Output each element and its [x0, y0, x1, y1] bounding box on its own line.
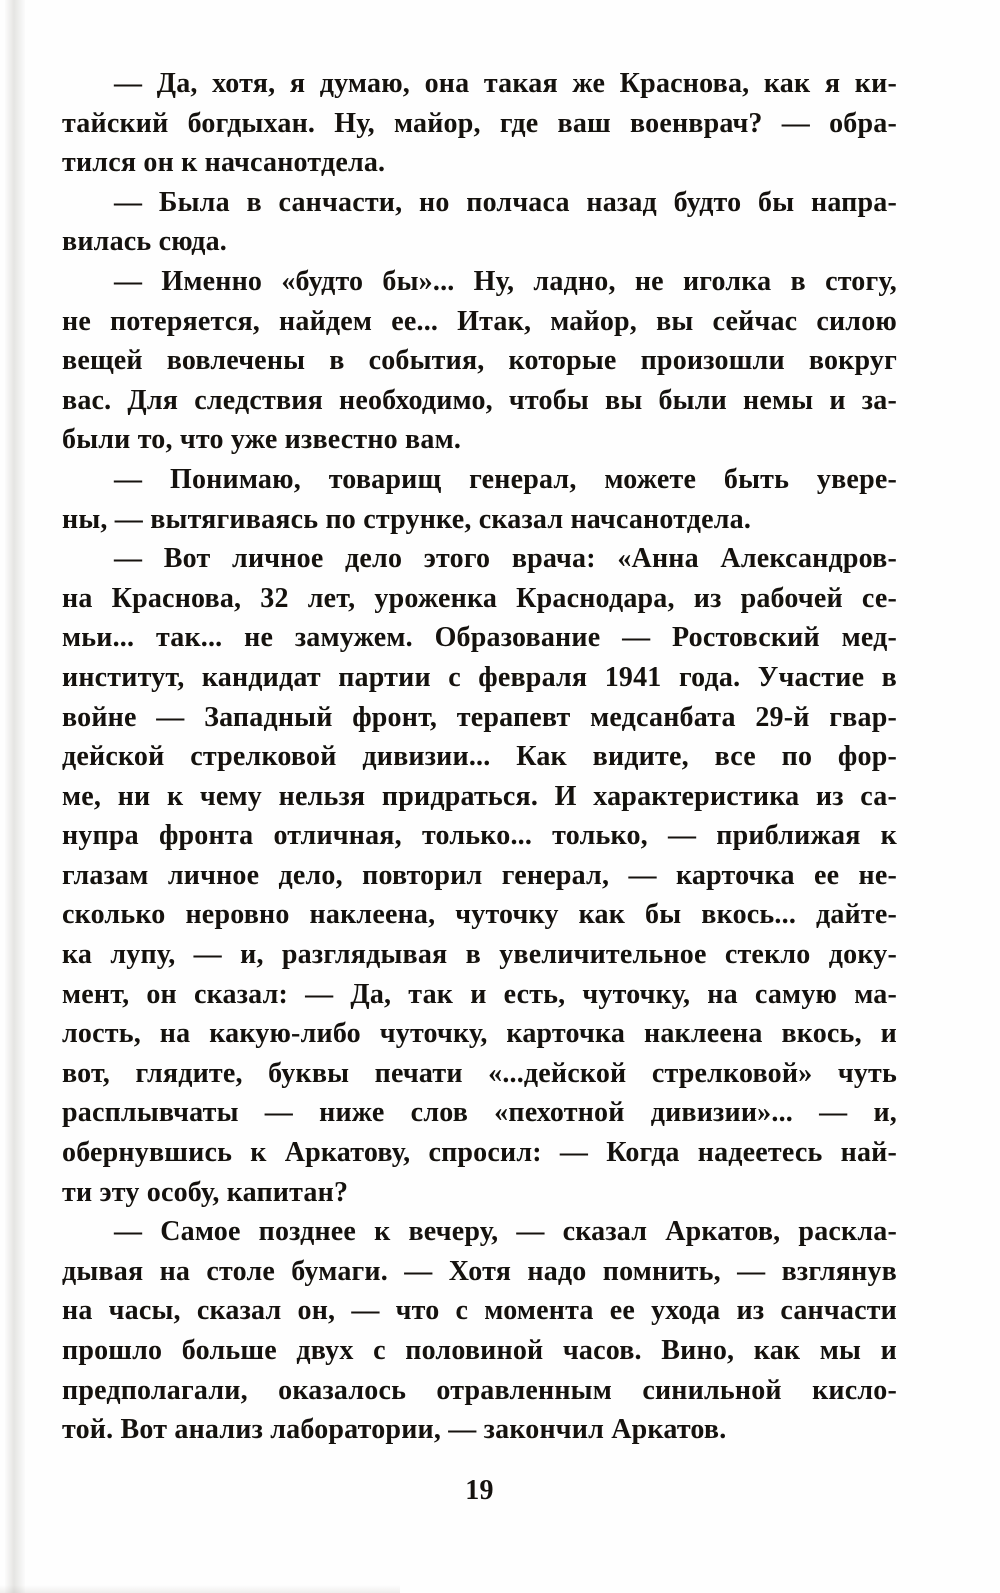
page-number: 19	[465, 1474, 494, 1506]
text-line: прошло больше двух с половиной часов. Вино, как мы и	[62, 1335, 897, 1366]
text-line: ка лупу, — и, разглядывая в увеличительное стекло доку-	[62, 939, 897, 971]
text-line: расплывчаты — ниже слов «пехотной дивизии»... — и,	[62, 1097, 897, 1129]
text-line: вас. Для следствия необходимо, чтобы вы были немы и за-	[62, 384, 897, 416]
text-line: сколько неровно наклеена, чуточку как бы вкось... дайте-	[62, 899, 897, 931]
text-line: тайский богдыхан. Ну, майор, где ваш военврач? — обра-	[62, 107, 897, 139]
text-line: лость, на какую-либо чуточку, карточка наклеена вкось, и	[62, 1018, 897, 1050]
text-line: на Краснова, 32 лет, уроженка Краснодара, из рабочей се-	[62, 582, 897, 614]
text-line: ме, ни к чему нельзя придраться. И характеристика из са-	[62, 780, 897, 812]
paragraph	[62, 183, 897, 262]
text-line: вещей вовлечены в события, которые произошли вокруг	[62, 345, 897, 377]
paragraph	[62, 64, 897, 183]
text-line: ны, — вытягиваясь по струнке, сказал начсанотдела.	[62, 503, 752, 535]
text-line: тился он к начсанотдела.	[62, 147, 386, 179]
text-line: вилась сюда.	[62, 226, 227, 258]
text-line: — Самое позднее к вечеру, — сказал Аркатов, раскла-	[114, 1216, 897, 1248]
text-line: — Понимаю, товарищ генерал, можете быть увере-	[114, 463, 897, 495]
text-line: — Была в санчасти, но полчаса назад будто бы напра-	[114, 186, 897, 218]
text-line: — Вот личное дело этого врача: «Анна Александров-	[114, 543, 897, 575]
text-line: дейской стрелковой дивизии... Как видите, все по фор-	[62, 741, 897, 773]
text-line: на часы, сказал он, — что с момента ее ухода из санчасти	[62, 1295, 897, 1327]
text-line: дывая на столе бумаги. — Хотя надо помнить, — взглянув	[62, 1255, 897, 1287]
text-line: мент, он сказал: — Да, так и есть, чуточку, на самую ма-	[62, 978, 897, 1010]
text-line: предполагали, оказалось отравленным синильной кисло-	[62, 1374, 897, 1406]
text-line: институт, кандидат партии с февраля 1941 года. Участие в	[62, 661, 897, 693]
text-line: глазам личное дело, повторил генерал, — карточка ее не-	[62, 859, 897, 891]
text-line: — Именно «будто бы»... Ну, ладно, не иголка в стогу,	[114, 265, 897, 297]
paragraph	[62, 539, 897, 1212]
paragraph	[62, 262, 897, 460]
scan-edge-left	[5, 0, 25, 1593]
paragraph	[62, 1212, 897, 1450]
text-line: обернувшись к Аркатову, спросил: — Когда надеетесь най-	[62, 1137, 897, 1169]
scan-edge-bottom	[0, 1585, 400, 1593]
text-line: ти эту особу, капитан?	[62, 1176, 349, 1208]
paragraph	[62, 460, 897, 539]
text-line: — Да, хотя, я думаю, она такая же Краснова, как я ки-	[114, 68, 897, 99]
text-block	[62, 64, 897, 1507]
paragraphs	[62, 64, 897, 1450]
text-line: той. Вот анализ лаборатории, — закончил Аркатов.	[62, 1414, 727, 1446]
text-line: вот, глядите, буквы печати «...дейской стрелковой» чуть	[62, 1057, 897, 1089]
text-line: не потеряется, найдем ее... Итак, майор, вы сейчас силою	[62, 305, 897, 337]
text-line: были то, что уже известно вам.	[62, 424, 462, 456]
text-line: войне — Западный фронт, терапевт медсанбата 29-й гвар-	[62, 701, 897, 733]
text-line: мьи... так... не замужем. Образование — Ростовский мед-	[62, 622, 897, 654]
text-line: нупра фронта отличная, только... только, — приближая к	[62, 820, 897, 852]
